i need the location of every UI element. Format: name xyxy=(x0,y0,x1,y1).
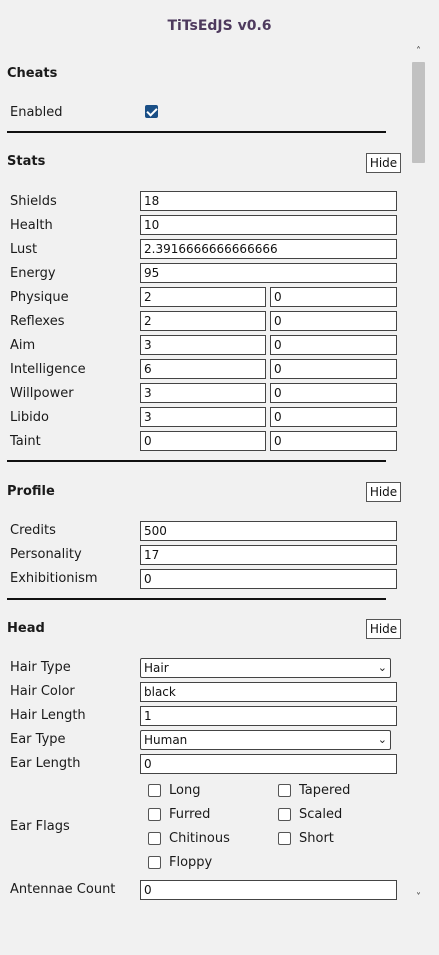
hair-type-select[interactable] xyxy=(140,658,391,678)
libido-mod-input[interactable]: 0 xyxy=(270,407,397,427)
lust-input[interactable]: 2.3916666666666666 xyxy=(140,239,397,259)
chevron-down-icon: ⌄ xyxy=(377,661,387,674)
intelligence-input[interactable]: 6 xyxy=(140,359,266,379)
ear-flag-short-label: Short xyxy=(299,831,334,846)
willpower-input[interactable]: 3 xyxy=(140,383,266,403)
antennae-count-label: Antennae Count xyxy=(10,882,116,897)
physique-label: Physique xyxy=(10,290,69,305)
ear-flag-scaled-checkbox[interactable] xyxy=(278,808,291,821)
app-title: TiTsEdJS v0.6 xyxy=(167,18,272,34)
ear-flag-short-checkbox[interactable] xyxy=(278,832,291,845)
reflexes-mod-input[interactable]: 0 xyxy=(270,311,397,331)
ear-type-label: Ear Type xyxy=(10,732,66,747)
willpower-label: Willpower xyxy=(10,386,74,401)
intelligence-label: Intelligence xyxy=(10,362,86,377)
scrollbar-thumb[interactable] xyxy=(412,62,425,163)
vertical-scrollbar[interactable] xyxy=(410,44,427,906)
energy-label: Energy xyxy=(10,266,56,281)
credits-input[interactable]: 500 xyxy=(140,521,397,541)
head-section-title: Head xyxy=(7,621,45,636)
enabled-label: Enabled xyxy=(10,105,63,120)
scroll-up-icon[interactable]: ˄ xyxy=(416,46,421,57)
ear-length-label: Ear Length xyxy=(10,756,81,771)
head-hide-button[interactable]: Hide xyxy=(366,619,401,639)
hair-type-value: Hair xyxy=(144,661,169,675)
ear-flag-furred-label: Furred xyxy=(169,807,211,822)
ear-flag-chitinous-label: Chitinous xyxy=(169,831,230,846)
energy-input[interactable]: 95 xyxy=(140,263,397,283)
shields-input[interactable]: 18 xyxy=(140,191,397,211)
reflexes-label: Reflexes xyxy=(10,314,65,329)
intelligence-mod-input[interactable]: 0 xyxy=(270,359,397,379)
exhibitionism-label: Exhibitionism xyxy=(10,571,98,586)
ear-flag-long-checkbox[interactable] xyxy=(148,784,161,797)
hair-color-input[interactable]: black xyxy=(140,682,397,702)
taint-input[interactable]: 0 xyxy=(140,431,266,451)
profile-hide-button[interactable]: Hide xyxy=(366,482,401,502)
taint-mod-input[interactable]: 0 xyxy=(270,431,397,451)
physique-mod-input[interactable]: 0 xyxy=(270,287,397,307)
section-divider xyxy=(7,460,386,462)
hair-length-label: Hair Length xyxy=(10,708,86,723)
scroll-down-icon[interactable]: ˅ xyxy=(416,892,421,903)
lust-label: Lust xyxy=(10,242,38,257)
ear-flag-chitinous-checkbox[interactable] xyxy=(148,832,161,845)
aim-input[interactable]: 3 xyxy=(140,335,266,355)
ear-flag-floppy-checkbox[interactable] xyxy=(148,856,161,869)
physique-input[interactable]: 2 xyxy=(140,287,266,307)
chevron-down-icon: ⌄ xyxy=(377,733,387,746)
stats-section-title: Stats xyxy=(7,154,46,169)
ear-length-input[interactable]: 0 xyxy=(140,754,397,774)
enabled-checkbox[interactable] xyxy=(145,105,158,118)
willpower-mod-input[interactable]: 0 xyxy=(270,383,397,403)
ear-flag-floppy-label: Floppy xyxy=(169,855,213,870)
stats-hide-button[interactable]: Hide xyxy=(366,153,401,173)
credits-label: Credits xyxy=(10,523,56,538)
section-divider xyxy=(7,598,386,600)
section-divider xyxy=(7,131,386,133)
health-label: Health xyxy=(10,218,53,233)
cheats-section-title: Cheats xyxy=(7,66,58,81)
health-input[interactable]: 10 xyxy=(140,215,397,235)
ear-flag-tapered-label: Tapered xyxy=(299,783,351,798)
personality-input[interactable]: 17 xyxy=(140,545,397,565)
taint-label: Taint xyxy=(10,434,41,449)
ear-flag-scaled-label: Scaled xyxy=(299,807,343,822)
libido-input[interactable]: 3 xyxy=(140,407,266,427)
hair-length-input[interactable]: 1 xyxy=(140,706,397,726)
ear-flag-furred-checkbox[interactable] xyxy=(148,808,161,821)
aim-label: Aim xyxy=(10,338,36,353)
personality-label: Personality xyxy=(10,547,82,562)
hair-color-label: Hair Color xyxy=(10,684,75,699)
profile-section-title: Profile xyxy=(7,484,55,499)
exhibitionism-input[interactable]: 0 xyxy=(140,569,397,589)
ear-type-value: Human xyxy=(144,733,188,747)
hair-type-label: Hair Type xyxy=(10,660,71,675)
shields-label: Shields xyxy=(10,194,57,209)
editor-panel xyxy=(0,44,439,906)
ear-flag-long-label: Long xyxy=(169,783,201,798)
ear-flags-label: Ear Flags xyxy=(10,819,70,834)
ear-type-select[interactable] xyxy=(140,730,391,750)
libido-label: Libido xyxy=(10,410,49,425)
reflexes-input[interactable]: 2 xyxy=(140,311,266,331)
aim-mod-input[interactable]: 0 xyxy=(270,335,397,355)
antennae-count-input[interactable]: 0 xyxy=(140,880,397,900)
ear-flag-tapered-checkbox[interactable] xyxy=(278,784,291,797)
